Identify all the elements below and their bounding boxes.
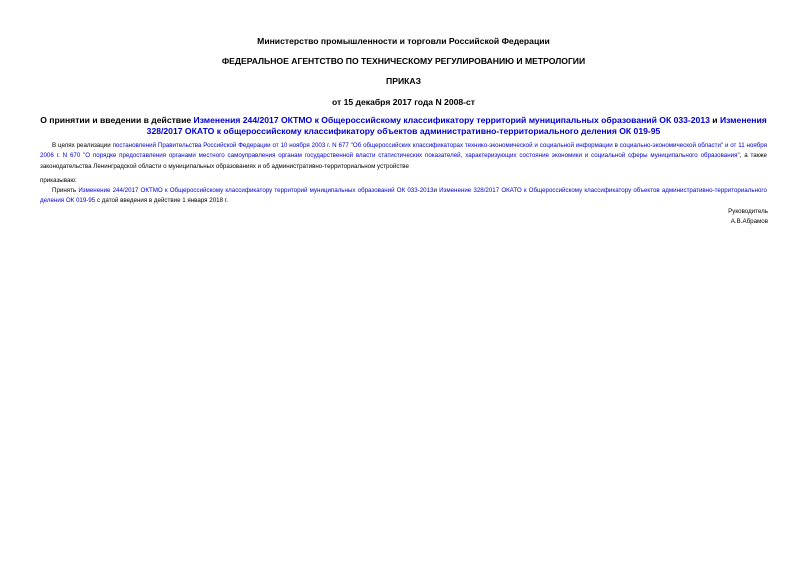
document-title [40, 115, 767, 136]
title-link-oktmo[interactable]: Изменения 244/2017 ОКТМО к Общероссийскому классификатору территорий муниципальных образований ОК 033-2013 [193, 115, 710, 125]
title-link-okato[interactable]: Изменения 328/2017 ОКАТО к общероссийскому классификатору объектов административно-территориального деления ОК 019-95 [146, 115, 767, 136]
order-link-oktmo[interactable]: Изменение 244/2017 ОКТМО к Общероссийскому классификатору территорий муниципальных образований ОК 033-2013 [78, 187, 434, 194]
document-date: от 15 декабря 2017 года N 2008-ст [331, 97, 476, 107]
order-middle: и [433, 187, 440, 194]
agency-name: ФЕДЕРАЛЬНОЕ АГЕНТСТВО ПО ТЕХНИЧЕСКОМУ РЕГУЛИРОВАНИЮ И МЕТРОЛОГИИ [221, 56, 586, 66]
order-paragraph [40, 186, 767, 207]
order-word: приказываю: [40, 177, 77, 184]
preamble-prefix: В целях реализации [52, 142, 113, 149]
document-type: ПРИКАЗ [386, 76, 421, 86]
title-prefix: О принятии и введении в действие [40, 115, 194, 125]
preamble-paragraph [40, 141, 767, 172]
title-middle: и [709, 115, 720, 125]
signatory-name: А.В.Абрамов [730, 218, 768, 225]
signatory-title: Руководитель [728, 208, 768, 215]
order-suffix: с датой введения в действие 1 января 2018 г. [95, 197, 228, 205]
preamble-suffix: , а также законодательства Ленинградской области о муниципальных образованиях и об административно-территориальном устройстве [40, 152, 767, 170]
preamble-link-resolutions[interactable]: постановлений Правительства Российской Федерации от 10 ноября 2003 г. N 677 "Об общероссийских классификаторах технико-экономической и социальной информации в социально-экономической области" и от 11 ноября 2006 г. N 670 "О порядке предоставления органами местного самоуправления органам государственной власти статистических показателей, характеризующих состояние экономики и социальной сферы муниципального образования" [40, 142, 767, 160]
order-prefix: Принять [52, 187, 79, 194]
ministry-name: Министерство промышленности и торговли Российской Федерации [257, 36, 550, 46]
order-link-okato[interactable]: Изменение 328/2017 ОКАТО к Общероссийскому классификатору объектов административно-территориального деления ОК 019-95 [40, 187, 767, 205]
